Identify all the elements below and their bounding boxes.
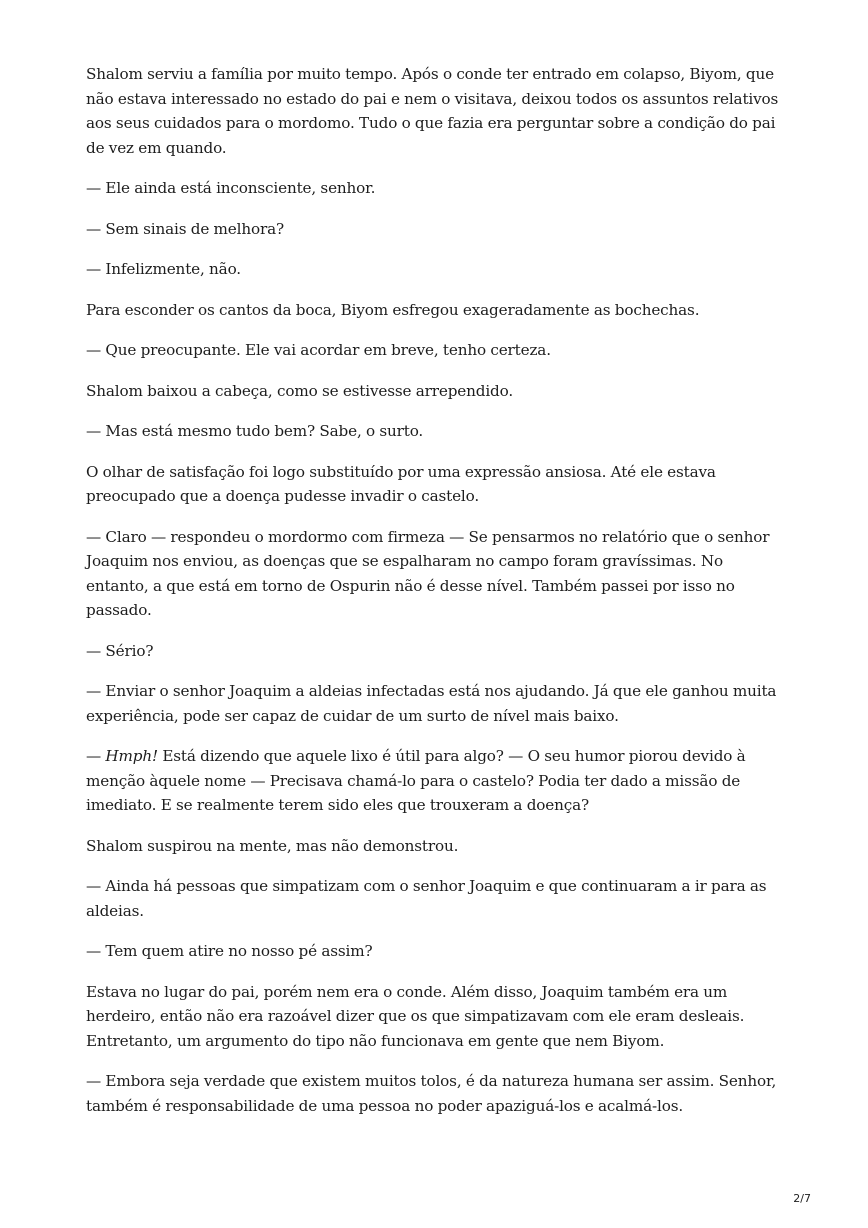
document-body — [86, 62, 782, 1134]
paragraph-12: — Enviar o senhor Joaquim a aldeias infectadas está nos ajudando. Já que ele ganhou muita experiência, pode ser capaz de cuidar de um surto de nível mais baixo. — [86, 682, 777, 725]
paragraph-5: Para esconder os cantos da boca, Biyom esfregou exageradamente as bochechas. — [86, 300, 700, 319]
paragraph-10: — Claro — respondeu o mordormo com firmeza — Se pensarmos no relatório que o senhor Joaquim nos enviou, as doenças que se espalharam no campo foram gravíssimas. No entanto, a que está em torno de Ospurin não é desse nível. Também passei por isso no passado. — [86, 527, 770, 619]
paragraph-13-prefix: — — [86, 747, 106, 765]
page-number: 2/7 — [793, 1192, 811, 1205]
paragraph-13-emphasis: Hmph! — [105, 747, 158, 765]
paragraph-4: — Infelizmente, não. — [86, 260, 241, 278]
paragraph-18: — Embora seja verdade que existem muitos tolos, é da natureza humana ser assim. Senhor, também é responsabilidade de uma pessoa no poder apaziguá-los e acalmá-los. — [86, 1072, 777, 1115]
paragraph-13 — [86, 744, 782, 818]
paragraph-1: Shalom serviu a família por muito tempo. Após o conde ter entrado em colapso, Biyom, que não estava interessado no estado do pai e nem o visitava, deixou todos os assuntos relativos aos seus cuidados para o mordomo. Tudo o que fazia era perguntar sobre a condição do pai de vez em quando. — [86, 65, 779, 157]
paragraph-2: — Ele ainda está inconsciente, senhor. — [86, 179, 376, 197]
paragraph-16: — Tem quem atire no nosso pé assim? — [86, 942, 373, 960]
paragraph-9: O olhar de satisfação foi logo substituído por uma expressão ansiosa. Até ele estava preocupado que a doença pudesse invadir o castelo. — [86, 462, 716, 505]
paragraph-6: — Que preocupante. Ele vai acordar em breve, tenho certeza. — [86, 341, 551, 359]
paragraph-11: — Sério? — [86, 641, 154, 660]
paragraph-3: — Sem sinais de melhora? — [86, 219, 284, 238]
paragraph-8: — Mas está mesmo tudo bem? Sabe, o surto. — [86, 422, 424, 440]
paragraph-13-rest: Está dizendo que aquele lixo é útil para algo? — O seu humor piorou devido à menção àquele nome — Precisava chamá-lo para o castelo? Podia ter dado a missão de imediato. E se realmente terem sido eles que trouxeram a doença? — [86, 747, 746, 814]
paragraph-14: Shalom suspirou na mente, mas não demonstrou. — [86, 836, 459, 855]
paragraph-7: Shalom baixou a cabeça, como se estivesse arrependido. — [86, 381, 513, 400]
paragraph-17: Estava no lugar do pai, porém nem era o conde. Além disso, Joaquim também era um herdeiro, então não era razoável dizer que os que simpatizavam com ele eram desleais. Entretanto, um argumento do tipo não funcionava em gente que nem Biyom. — [86, 982, 745, 1050]
paragraph-15: — Ainda há pessoas que simpatizam com o senhor Joaquim e que continuaram a ir para as aldeias. — [86, 877, 767, 920]
